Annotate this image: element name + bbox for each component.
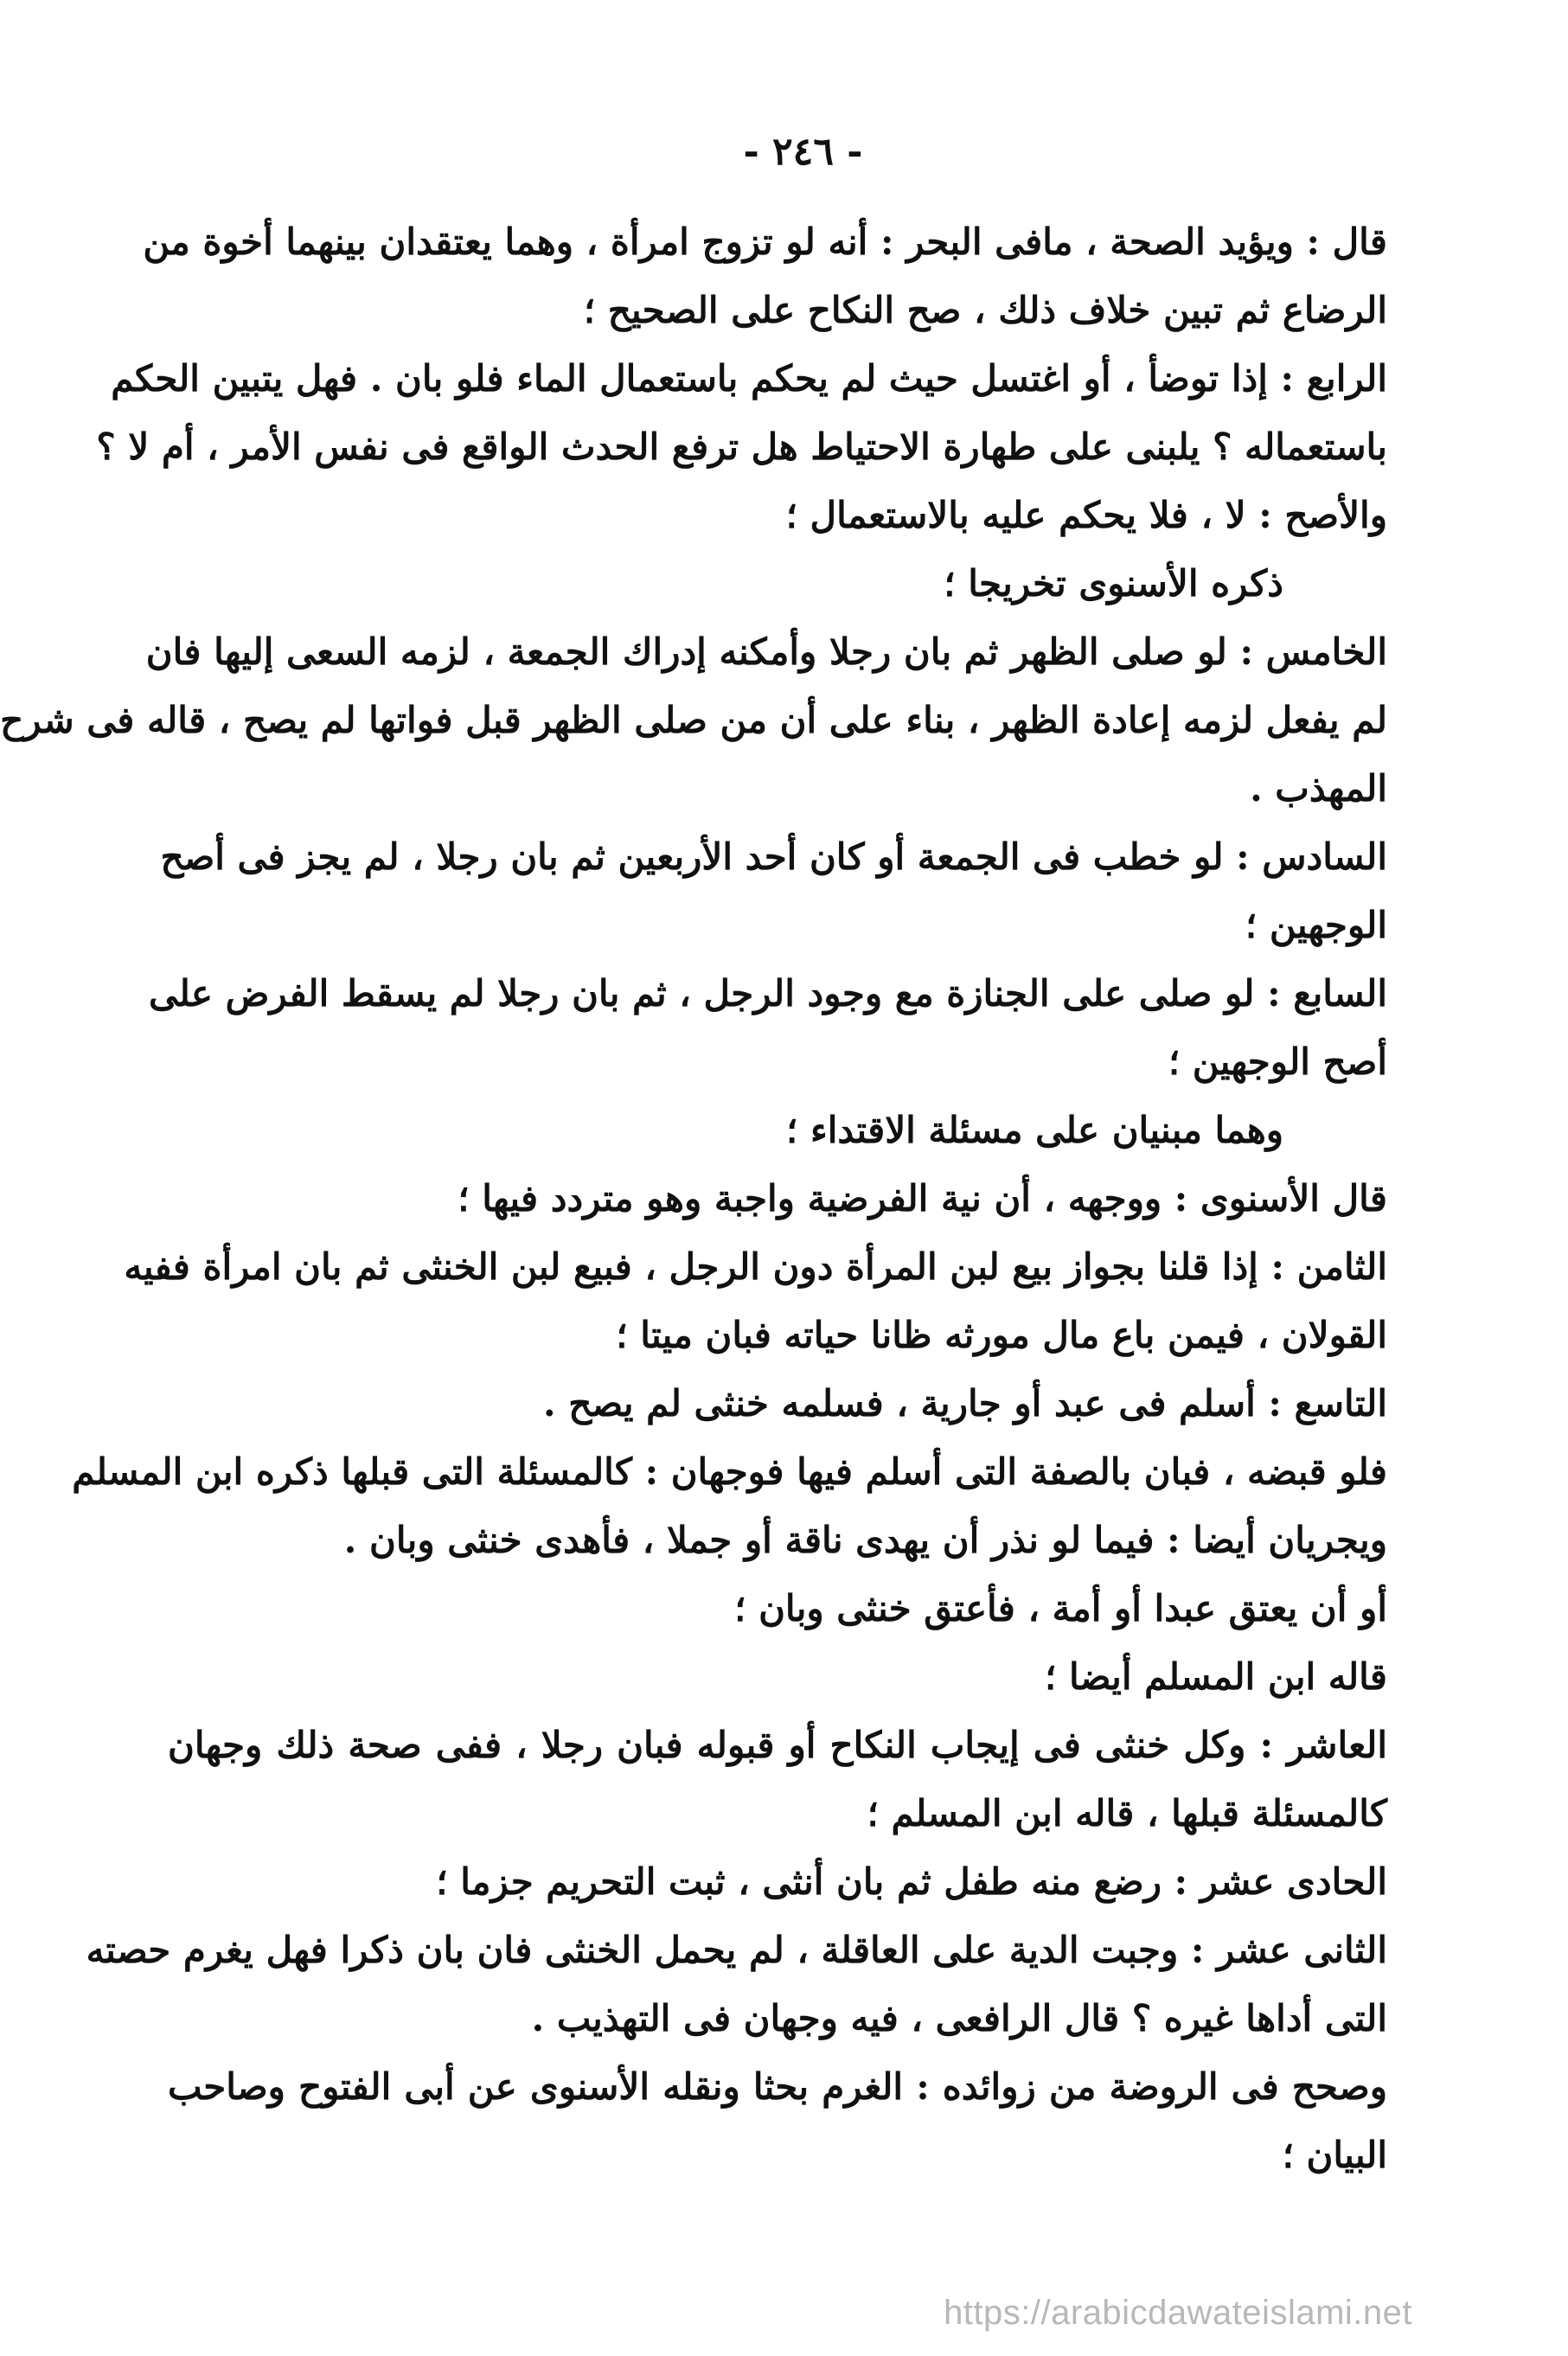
- text-line: الثانى عشر : وجبت الدية على العاقلة ، لم يحمل الخنثى فان بان ذكرا فهل يغرم حصته: [86, 1929, 1387, 1971]
- text-line: فلو قبضه ، فبان بالصفة التى أسلم فيها فوجهان : كالمسئلة التى قبلها ذكره ابن المسلم: [72, 1450, 1387, 1493]
- text-line: العاشر : وكل خنثى فى إيجاب النكاح أو قبوله فبان رجلا ، ففى صحة ذلك وجهان: [168, 1724, 1387, 1766]
- text-line: أصح الوجهين ؛: [1168, 1040, 1387, 1083]
- text-line: قال : ويؤيد الصحة ، مافى البحر : أنه لو تزوج امرأة ، وهما يعتقدان بينهما أخوة من: [143, 221, 1387, 263]
- text-line: القولان ، فيمن باع مال مورثه ظانا حياته فبان ميتا ؛: [616, 1314, 1387, 1356]
- body-text: [0, 208, 1387, 2189]
- text-line: السادس : لو خطب فى الجمعة أو كان أحد الأربعين ثم بان رجلا ، لم يجز فى أصح: [160, 835, 1387, 878]
- text-line: التاسع : أسلم فى عبد أو جارية ، فسلمه خنثى لم يصح .: [543, 1382, 1387, 1424]
- text-line: الخامس : لو صلى الظهر ثم بان رجلا وأمكنه إدراك الجمعة ، لزمه السعى إليها فان: [145, 631, 1387, 673]
- text-line: كالمسئلة قبلها ، قاله ابن المسلم ؛: [867, 1792, 1387, 1834]
- text-line: السابع : لو صلى على الجنازة مع وجود الرجل ، ثم بان رجلا لم يسقط الفرض على: [149, 972, 1387, 1015]
- text-line: الرابع : إذا توضأ ، أو اغتسل حيث لم يحكم باستعمال الماء فلو بان . فهل يتبين الحكم: [111, 357, 1387, 400]
- text-line: المهذب .: [1250, 767, 1387, 810]
- text-line: ذكره الأسنوى تخريجا ؛: [944, 562, 1283, 605]
- text-line: ويجريان أيضا : فيما لو نذر أن يهدى ناقة أو جملا ، فأهدى خنثى وبان .: [343, 1519, 1387, 1561]
- text-line: الرضاع ثم تبين خلاف ذلك ، صح النكاح على الصحيح ؛: [583, 289, 1387, 331]
- text-line: الثامن : إذا قلنا بجواز بيع لبن المرأة دون الرجل ، فبيع لبن الخنثى ثم بان امرأة ففيه: [124, 1245, 1387, 1288]
- text-line: أو أن يعتق عبدا أو أمة ، فأعتق خنثى وبان ؛: [734, 1587, 1387, 1629]
- text-line: قاله ابن المسلم أيضا ؛: [1044, 1655, 1387, 1698]
- watermark-url: https://arabicdawateislami.net: [944, 2294, 1412, 2332]
- text-line: البيان ؛: [1282, 2134, 1387, 2176]
- text-line: والأصح : لا ، فلا يحكم عليه بالاستعمال ؛: [785, 494, 1387, 536]
- page-number: - ٢٤٦ -: [743, 130, 863, 174]
- text-line: وصحح فى الروضة من زوائده : الغرم بحثا ونقله الأسنوى عن أبى الفتوح وصاحب: [168, 2065, 1387, 2108]
- text-line: التى أداها غيره ؟ قال الرافعى ، فيه وجهان فى التهذيب .: [531, 1997, 1387, 2039]
- text-line: لم يفعل لزمه إعادة الظهر ، بناء على أن من صلى الظهر قبل فواتها لم يصح ، قاله فى شرح: [0, 699, 1387, 741]
- text-line: الحادى عشر : رضع منه طفل ثم بان أنثى ، ثبت التحريم جزما ؛: [436, 1860, 1387, 1903]
- text-line: قال الأسنوى : ووجهه ، أن نية الفرضية واجبة وهو متردد فيها ؛: [458, 1177, 1387, 1220]
- text-line: وهما مبنيان على مسئلة الاقتداء ؛: [786, 1109, 1283, 1151]
- text-line: باستعماله ؟ يلبنى على طهارة الاحتياط هل ترفع الحدث الواقع فى نفس الأمر ، أم لا ؟: [96, 426, 1387, 468]
- text-line: الوجهين ؛: [1245, 904, 1387, 946]
